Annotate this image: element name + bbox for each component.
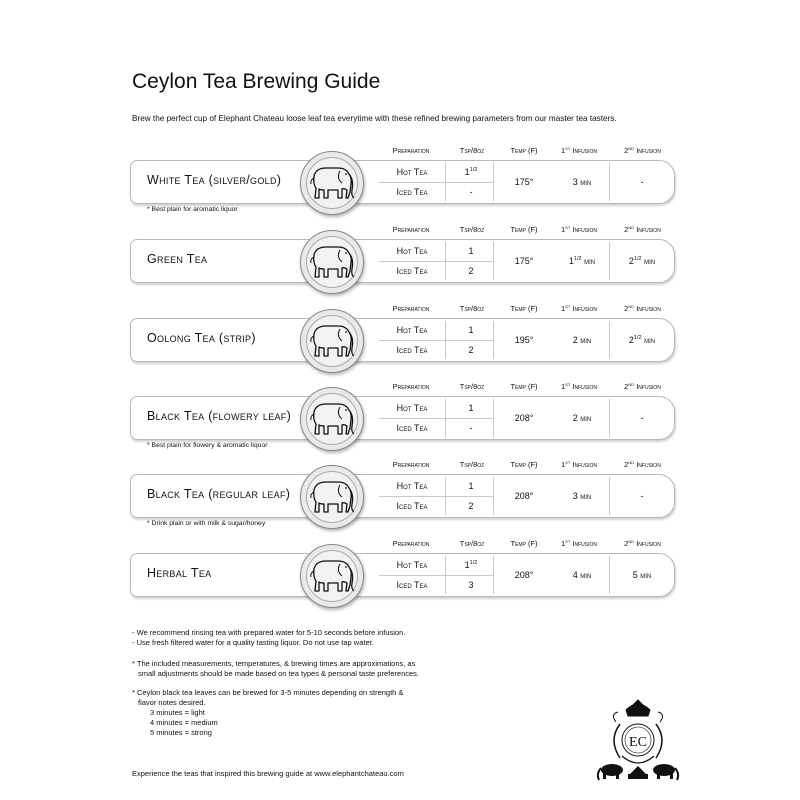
elephant-medallion — [300, 465, 364, 529]
tea-name: White Tea (silver/gold) — [147, 173, 282, 187]
second-infusion-time: $2^{1/2}$ min — [628, 256, 656, 266]
footer-text: Experience the teas that inspired this brewing guide at www.elephantchateau.com — [132, 769, 404, 778]
elephant-medallion — [300, 387, 364, 451]
tea-name: Oolong Tea (strip) — [147, 331, 256, 345]
tea-note: * Best plain for flowery & aromatic liquor — [147, 442, 268, 449]
header-tsp: Tsp/8oz — [459, 225, 485, 234]
iced-tea-tsp: 2 — [468, 266, 474, 276]
divider — [379, 182, 493, 183]
iced-tea-tsp: - — [469, 423, 473, 433]
footnote-rinse: - We recommend rinsing tea with prepared water for 5-10 seconds before infusion. — [132, 628, 406, 637]
tea-row-band — [130, 474, 675, 518]
elephant-icon — [308, 398, 356, 438]
header-temp: Temp (F) — [510, 382, 538, 391]
hot-tea-label: Hot Tea — [396, 403, 428, 413]
first-infusion-time: 4 min — [572, 570, 592, 580]
brew-temperature: 208° — [514, 491, 534, 501]
footnote-approx-1: * The included measurements, temperatures, & brewing times are approximations, as — [132, 659, 416, 668]
elephant-medallion — [300, 230, 364, 294]
hot-tea-label: Hot Tea — [396, 246, 428, 256]
footnote-strong: 5 minutes = strong — [150, 728, 212, 737]
page-title: Ceylon Tea Brewing Guide — [132, 70, 381, 93]
header-second-infusion: 2nd Infusion — [624, 539, 661, 548]
footnote-light: 3 minutes = light — [150, 708, 205, 717]
hot-tea-tsp: 1 — [468, 481, 474, 491]
hot-tea-label: Hot Tea — [396, 167, 428, 177]
header-tsp: Tsp/8oz — [459, 304, 485, 313]
second-infusion-time: - — [640, 491, 644, 501]
iced-tea-tsp: - — [469, 187, 473, 197]
header-first-infusion: 1st Infusion — [561, 225, 597, 234]
tea-row-band — [130, 160, 675, 204]
header-second-infusion: 2nd Infusion — [624, 146, 661, 155]
tea-name: Green Tea — [147, 252, 208, 266]
header-temp: Temp (F) — [510, 225, 538, 234]
divider — [379, 418, 493, 419]
first-infusion-time: $1^{1/2}$ min — [568, 256, 596, 266]
tea-note: * Best plain for aromatic liquor — [147, 206, 238, 213]
tea-row-band — [130, 318, 675, 362]
iced-tea-tsp: 2 — [468, 501, 474, 511]
header-second-infusion: 2nd Infusion — [624, 225, 661, 234]
header-temp: Temp (F) — [510, 460, 538, 469]
header-first-infusion: 1st Infusion — [561, 146, 597, 155]
header-preparation: Preparation — [392, 225, 430, 234]
second-infusion-time: - — [640, 413, 644, 423]
elephant-icon — [308, 555, 356, 595]
header-first-infusion: 1st Infusion — [561, 460, 597, 469]
iced-tea-label: Iced Tea — [396, 580, 428, 590]
tea-block — [130, 304, 675, 384]
first-infusion-time: 2 min — [572, 413, 592, 423]
second-infusion-time: $2^{1/2}$ min — [628, 335, 656, 345]
header-first-infusion: 1st Infusion — [561, 382, 597, 391]
elephant-chateau-crest-icon — [596, 694, 680, 782]
tea-name: Black Tea (regular leaf) — [147, 487, 291, 501]
tea-note: * Drink plain or with milk & sugar/honey — [147, 520, 266, 527]
first-infusion-time: 2 min — [572, 335, 592, 345]
header-preparation: Preparation — [392, 146, 430, 155]
elephant-icon — [308, 476, 356, 516]
tea-name: Herbal Tea — [147, 566, 212, 580]
tea-block — [130, 146, 675, 226]
hot-tea-label: Hot Tea — [396, 325, 428, 335]
header-tsp: Tsp/8oz — [459, 539, 485, 548]
elephant-icon — [308, 162, 356, 202]
brew-temperature: 175° — [514, 256, 534, 266]
iced-tea-label: Iced Tea — [396, 266, 428, 276]
header-second-infusion: 2nd Infusion — [624, 382, 661, 391]
header-preparation: Preparation — [392, 539, 430, 548]
tea-row-band — [130, 553, 675, 597]
first-infusion-time: 3 min — [572, 491, 592, 501]
footnote-black-2: flavor notes desired. — [138, 698, 206, 707]
header-first-infusion: 1st Infusion — [561, 304, 597, 313]
iced-tea-label: Iced Tea — [396, 501, 428, 511]
header-preparation: Preparation — [392, 382, 430, 391]
iced-tea-tsp: 2 — [468, 345, 474, 355]
divider — [379, 340, 493, 341]
tea-block — [130, 225, 675, 305]
header-first-infusion: 1st Infusion — [561, 539, 597, 548]
brew-temperature: 208° — [514, 570, 534, 580]
brew-temperature: 195° — [514, 335, 534, 345]
elephant-medallion — [300, 544, 364, 608]
crest-monogram: EC — [629, 735, 647, 750]
elephant-medallion — [300, 309, 364, 373]
header-temp: Temp (F) — [510, 146, 538, 155]
tea-block — [130, 460, 675, 540]
hot-tea-tsp: 1 — [468, 325, 474, 335]
tea-row-band — [130, 396, 675, 440]
elephant-icon — [308, 320, 356, 360]
header-tsp: Tsp/8oz — [459, 460, 485, 469]
hot-tea-tsp: $1^{1/2}$ — [464, 167, 478, 177]
divider — [379, 496, 493, 497]
tea-name: Black Tea (flowery leaf) — [147, 409, 292, 423]
footnote-filtered: - Use fresh filtered water for a quality tasting liquor. Do not use tap water. — [132, 638, 374, 647]
tea-block — [130, 539, 675, 619]
footnote-approx-2: small adjustments should be made based on tea types & personal taste preferences. — [138, 669, 419, 678]
hot-tea-tsp: $1^{1/2}$ — [464, 560, 478, 570]
footnote-black-1: * Ceylon black tea leaves can be brewed for 3-5 minutes depending on strength & — [132, 688, 404, 697]
header-temp: Temp (F) — [510, 539, 538, 548]
hot-tea-label: Hot Tea — [396, 560, 428, 570]
first-infusion-time: 3 min — [572, 177, 592, 187]
intro-text: Brew the perfect cup of Elephant Chateau loose leaf tea everytime with these refined brewing parameters from our master tea tasters. — [132, 114, 617, 123]
elephant-icon — [308, 241, 356, 281]
iced-tea-label: Iced Tea — [396, 187, 428, 197]
iced-tea-label: Iced Tea — [396, 423, 428, 433]
hot-tea-tsp: 1 — [468, 403, 474, 413]
divider — [379, 575, 493, 576]
iced-tea-tsp: 3 — [468, 580, 474, 590]
brew-temperature: 208° — [514, 413, 534, 423]
second-infusion-time: 5 min — [632, 570, 652, 580]
header-second-infusion: 2nd Infusion — [624, 304, 661, 313]
elephant-medallion — [300, 151, 364, 215]
tea-block — [130, 382, 675, 462]
header-tsp: Tsp/8oz — [459, 146, 485, 155]
footnote-medium: 4 minutes = medium — [150, 718, 218, 727]
header-second-infusion: 2nd Infusion — [624, 460, 661, 469]
header-preparation: Preparation — [392, 460, 430, 469]
divider — [379, 261, 493, 262]
header-temp: Temp (F) — [510, 304, 538, 313]
tea-row-band — [130, 239, 675, 283]
brew-temperature: 175° — [514, 177, 534, 187]
hot-tea-label: Hot Tea — [396, 481, 428, 491]
header-preparation: Preparation — [392, 304, 430, 313]
hot-tea-tsp: 1 — [468, 246, 474, 256]
iced-tea-label: Iced Tea — [396, 345, 428, 355]
header-tsp: Tsp/8oz — [459, 382, 485, 391]
second-infusion-time: - — [640, 177, 644, 187]
